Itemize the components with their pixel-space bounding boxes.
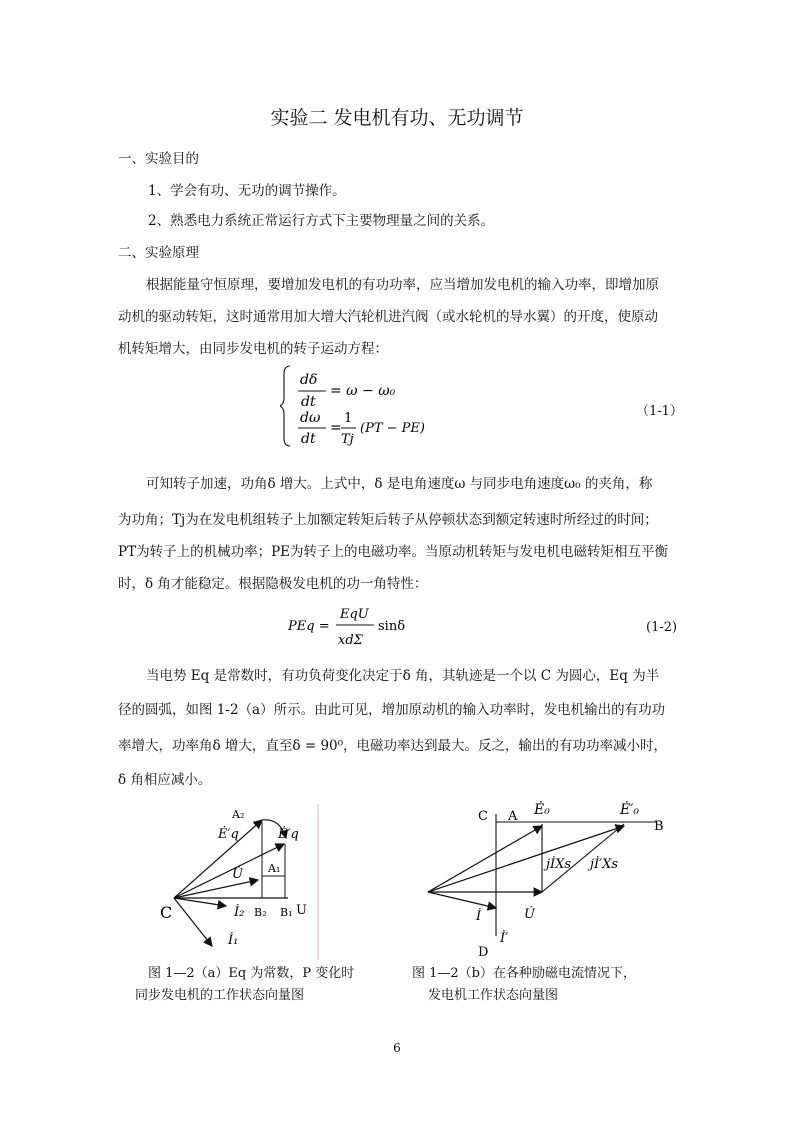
section-heading-objectives: 一、实验目的	[118, 151, 199, 167]
paragraph-line: 当电势 Eq 是常数时，有功负荷变化决定于δ 角，其轨迹是一个以 C 为圆心，Eq 为半	[146, 668, 660, 684]
equation-label-1-2: (1-2)	[646, 620, 678, 635]
figure-a-phasor-diagram	[148, 800, 328, 960]
paragraph-line: 可知转子加速，功角δ 增大。上式中，δ 是电角速度ω 与同步电角速度ω₀ 的夹角，称	[146, 476, 653, 492]
eq2-den: xdΣ	[338, 633, 363, 648]
eq1-row1-den: dt	[301, 394, 316, 410]
paragraph-line: 机转矩增大，由同步发电机的转子运动方程：	[118, 341, 388, 357]
eq1-row1-rhs: = ω − ω₀	[330, 383, 396, 399]
figure-a-caption-line2: 同步发电机的工作状态向量图	[135, 988, 305, 1003]
eq1-row2-rhs: (PT − PE)	[360, 421, 425, 436]
figure-b-caption-line2: 发电机工作状态向量图	[428, 988, 559, 1003]
equation-label-1-1: （1-1）	[636, 404, 683, 419]
label-eq-prime-right: Ė′q	[278, 827, 299, 842]
paragraph-line: 为功角；Tj为在发电机组转子上加额定转矩后转子从停顿状态到额定转速时所经过的时间；	[118, 512, 658, 528]
objective-item-1: 1、学会有功、无功的调节操作。	[148, 183, 346, 199]
label-i-b: İ	[476, 909, 482, 924]
label-jixs: jİXs	[546, 857, 572, 872]
paragraph-line: PT为转子上的机械功率；PE为转子上的电磁功率。当原动机转矩与发电机电磁转矩相互平衡	[118, 544, 669, 560]
eq1-row2-frac-num: 1	[344, 411, 353, 426]
figure-a-caption-line1: 图 1—2（a）Eq 为常数，P 变化时	[148, 966, 355, 981]
page-number: 6	[393, 1041, 401, 1055]
label-u-b: U̇	[524, 907, 535, 922]
eq2-lhs: PEq =	[288, 619, 330, 634]
label-eq-prime: Ė′q	[218, 827, 239, 842]
eq1-row2-eq: =	[330, 420, 342, 436]
eq2-rhs: sinδ	[378, 619, 406, 634]
label-c-b: C	[478, 809, 488, 824]
label-u-vector: U̇	[232, 867, 243, 882]
label-e0: Ė₀	[534, 802, 550, 818]
label-b-b: B	[654, 819, 664, 834]
label-jipxs: jİ′Xs	[590, 857, 619, 872]
label-i2: İ₂	[234, 905, 245, 920]
eq1-row1-num: dδ	[300, 372, 318, 388]
eq1-row2-den: dt	[301, 431, 316, 447]
label-a-b: A	[508, 809, 518, 824]
page-title: 实验二 发电机有功、无功调节	[270, 107, 524, 129]
label-u-mark: U	[296, 903, 307, 918]
label-b2: B₂	[254, 906, 267, 919]
label-d-b: D	[478, 945, 489, 960]
objective-item-2: 2、熟悉电力系统正常运行方式下主要物理量之间的关系。	[148, 213, 495, 229]
eq1-row2-num: dω	[300, 410, 321, 426]
figure-b-caption-line1: 图 1—2（b）在各种励磁电流情况下，	[412, 966, 636, 981]
label-e0-prime: Ė′₀	[620, 802, 640, 818]
paragraph-line: 时，δ 角才能稳定。根据隐极发电机的功一角特性：	[118, 576, 428, 592]
label-c: C	[160, 903, 173, 922]
eq2-num: EqU	[340, 607, 369, 622]
paragraph-line: 动机的驱动转矩，这时通常用加大增大汽轮机进汽阀（或水轮机的导水翼）的开度，使原动	[118, 309, 658, 325]
eq1-row2-frac-den: Tj	[341, 432, 354, 447]
label-i1: İ₁	[228, 933, 239, 948]
paragraph-line: 率增大，功率角δ 增大，直至δ = 90⁰，电磁功率达到最大。反之，输出的有功功率减小时，	[118, 738, 668, 754]
equation-1-2	[288, 598, 428, 654]
section-heading-principle: 二、实验原理	[118, 245, 199, 261]
equation-1-1	[280, 360, 480, 452]
label-a1: A₁	[268, 862, 281, 875]
paragraph-line: 根据能量守恒原理，要增加发电机的有功功率，应当增加发电机的输入功率，即增加原	[146, 277, 659, 293]
label-b1: B₁	[280, 906, 293, 919]
label-i-prime-b: İ′	[500, 931, 509, 946]
figure-b-phasor-diagram	[420, 796, 680, 960]
paragraph-line: 径的圆弧，如图 1-2（a）所示。由此可见，增加原动机的输入功率时，发电机输出的有功功	[118, 702, 666, 718]
label-a2: A₂	[232, 808, 245, 821]
paragraph-line: δ 角相应减小。	[118, 772, 212, 788]
